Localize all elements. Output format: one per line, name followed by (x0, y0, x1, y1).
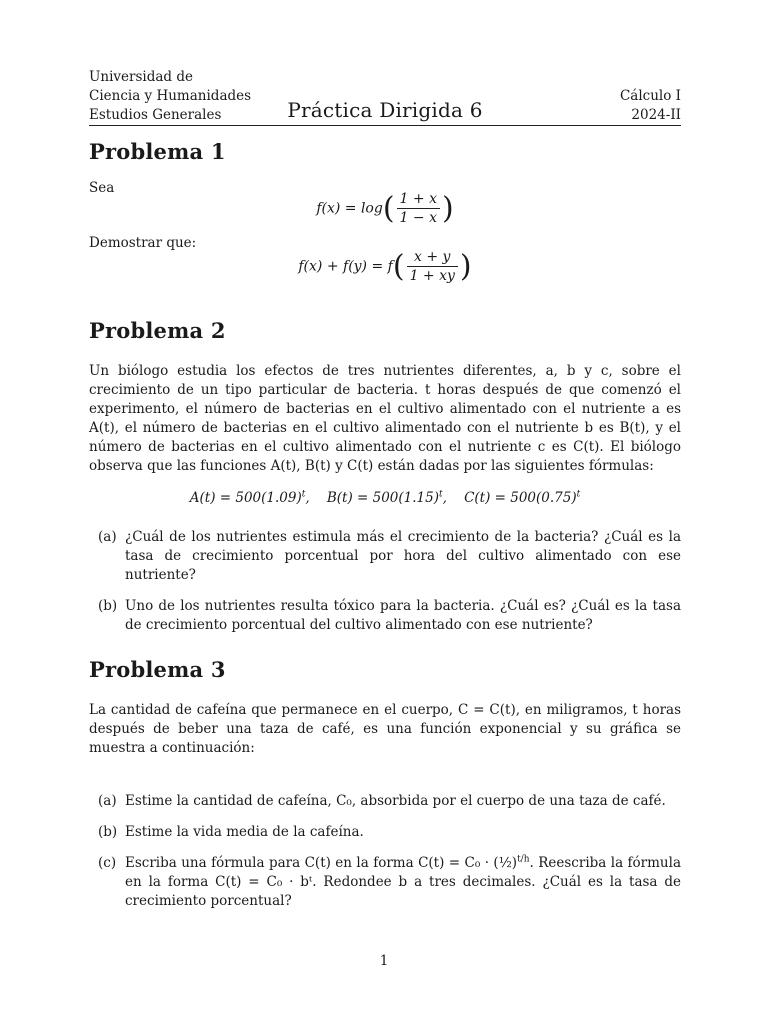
document-page (89, 66, 681, 923)
item-text: Estime la cantidad de cafeína, C₀, absorbida por el cuerpo de una taza de café. (125, 793, 666, 809)
problem-3-title: Problema 3 (89, 657, 226, 682)
course-name: Cálculo I (619, 88, 681, 104)
page-number: 1 (379, 953, 389, 969)
item-text-exponent: t/h (517, 854, 530, 865)
formula-c: C(t) = 500(0.75) (464, 490, 577, 506)
item-label: (c) (98, 855, 117, 871)
equation-f-identity: f(x) + f(y) = f( $\frac{x + y}{1 + xy}$ ) (298, 249, 472, 284)
item-label: (b) (98, 824, 118, 840)
fraction-numerator: 1 + x (397, 190, 440, 209)
item-label: (b) (98, 598, 118, 614)
growth-formulas: $A(t) = 500(1.09)^t$, $B(t) = 500(1.15)^t$, $C(t) = 500(0.75)^t$ (189, 489, 581, 506)
problem-3-paragraph: La cantidad de cafeína que permanece en el cuerpo, C = C(t), en miligramos, t horas después de beber una taza de café, es una función exponencial y su gráfica se muestra a continuación: (89, 702, 681, 756)
item-label: (a) (98, 793, 117, 809)
list-item (89, 597, 681, 635)
item-text: Uno de los nutrientes resulta tóxico para la bacteria. ¿Cuál es? ¿Cuál es la tasa de crecimiento porcentual del cultivo alimentado con ese nutriente? (125, 598, 681, 633)
problem-1-title: Problema 1 (89, 139, 226, 164)
course-block (620, 87, 681, 125)
institution-line: Universidad de (89, 69, 193, 85)
item-text-pre: Escriba una fórmula para C(t) en la forma C(t) = C₀ · (½) (125, 855, 518, 871)
item-text (125, 854, 681, 911)
list-item (89, 528, 681, 585)
list-item (89, 792, 681, 811)
institution-line: Ciencia y Humanidades (89, 88, 252, 104)
exponent: t (576, 489, 581, 500)
problem-1-intro: Sea (89, 180, 115, 196)
formula-b: B(t) = 500(1.15) (326, 490, 439, 506)
document-title: Práctica Dirigida 6 (287, 98, 483, 122)
item-text: ¿Cuál de los nutrientes estimula más el crecimiento de la bacteria? ¿Cuál es la tasa de crecimiento porcentual por hora del cultivo alimentado con ese nutriente? (125, 529, 681, 583)
header-rule (89, 125, 681, 126)
equation-lhs: f(x) + f(y) = f (298, 258, 393, 275)
list-item (89, 823, 681, 842)
item-text-post: . Reescriba la fórmula en la forma C(t) = C₀ · bᵗ. Redondee b a tres decimales. ¿Cuál es la tasa de crecimiento porcentual? (125, 855, 681, 909)
problem-2-paragraph: Un biólogo estudia los efectos de tres nutrientes diferentes, a, b y c, sobre el crecimiento de un tipo particular de bacteria. t horas después de que comenzó el experimento, el número de bacterias en el cultivo alimentado con el nutriente a es A(t), el número de bacterias en el cultivo alimentado con el nutriente b es B(t), y el número de bacterias en el cultivo alimentado con el nutriente c es C(t). El biólogo observa que las funciones A(t), B(t) y C(t) están dadas por las siguientes fórmulas: (89, 363, 681, 474)
course-term: 2024-II (631, 107, 681, 123)
item-text: Estime la vida media de la cafeína. (125, 824, 364, 840)
problem-2-items (89, 528, 681, 635)
exponent: t (301, 489, 306, 500)
problem-1-demonstrate: Demostrar que: (89, 235, 197, 251)
list-item (89, 854, 681, 911)
document-header (89, 66, 681, 126)
item-label: (a) (98, 529, 117, 545)
equation-f-definition: f(x) = log( $\frac{1 + x}{1 - x}$ ) (316, 191, 454, 226)
fraction-denominator: 1 + xy (409, 268, 455, 284)
fraction-denominator: 1 − x (399, 210, 437, 226)
exponent: t (438, 489, 443, 500)
institution-line: Estudios Generales (89, 107, 222, 123)
problem-2-title: Problema 2 (89, 318, 226, 343)
fraction-numerator: x + y (407, 248, 458, 267)
problem-3-items (89, 792, 681, 911)
equation-lhs: f(x) = log (316, 200, 383, 217)
formula-a: A(t) = 500(1.09) (189, 490, 302, 506)
